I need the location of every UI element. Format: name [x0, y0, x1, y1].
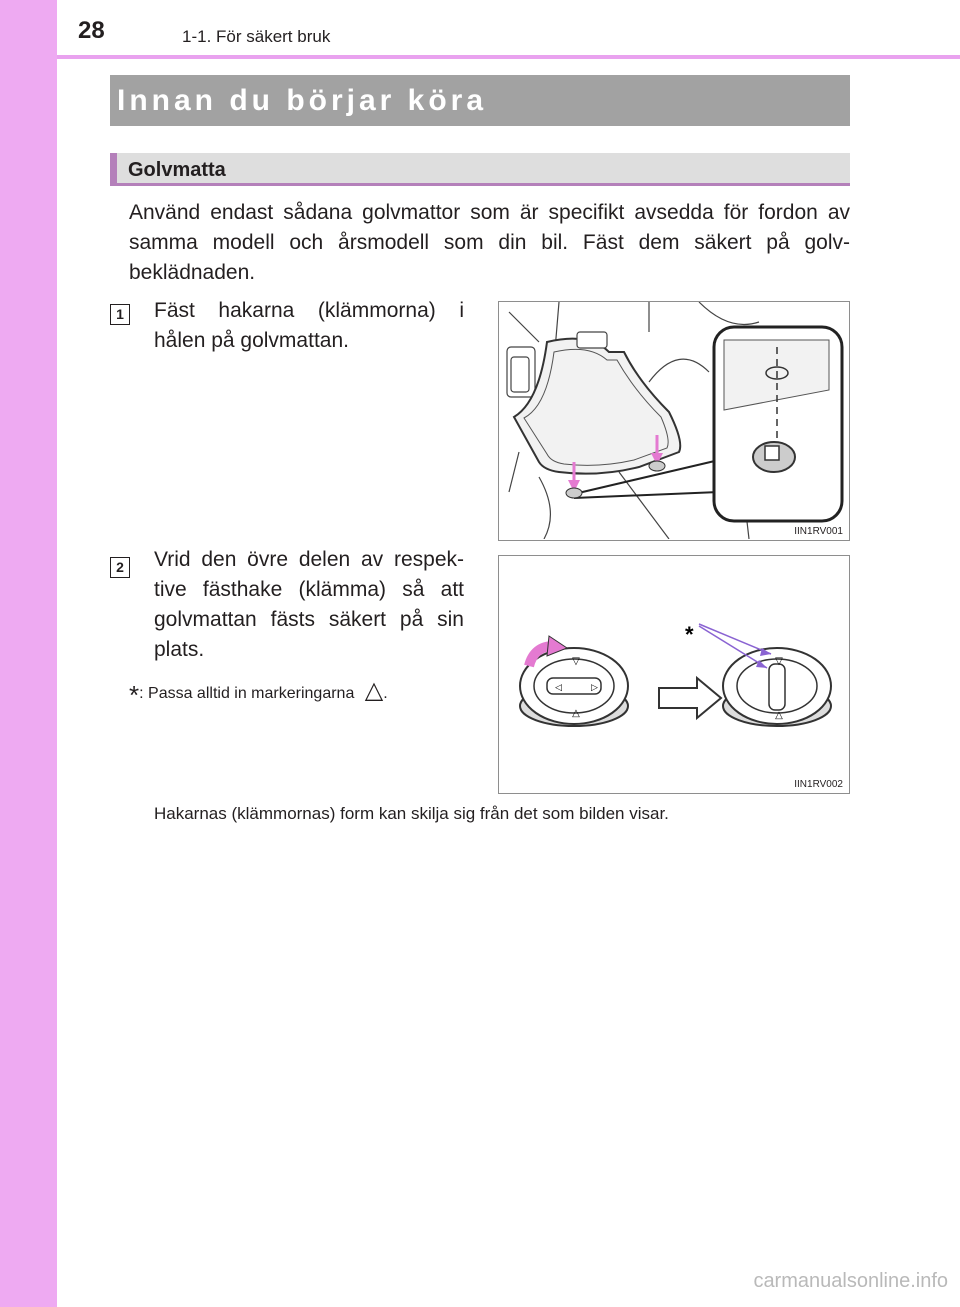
- figure-code: IIN1RV002: [794, 779, 843, 790]
- step-1-badge: 1: [110, 304, 130, 325]
- step-2-text: Vrid den övre delen av respek-tive fästhake (klämma) så att golvmattan fästs säkert på sin plats.: [154, 548, 464, 661]
- note-marker: *: [129, 680, 140, 710]
- svg-text:▷: ▷: [591, 683, 598, 693]
- figure-rotate-hook: [498, 555, 850, 794]
- alignment-note: [129, 676, 388, 711]
- note-end: .: [383, 685, 388, 702]
- note-text: : Passa alltid in markeringarna: [139, 685, 355, 702]
- figure-star-marker: *: [685, 622, 694, 647]
- subsection-title: Golvmatta: [128, 159, 226, 181]
- figure-floor-mat-hooks: [498, 301, 850, 541]
- header-rule: [57, 55, 960, 59]
- svg-text:▽: ▽: [572, 656, 580, 667]
- shape-footnote: Hakarnas (klämmornas) form kan skilja sig från det som bilden visar.: [154, 804, 669, 823]
- rotate-hook-illustration: [499, 556, 848, 792]
- triangle-mark-icon: △: [364, 677, 384, 704]
- watermark: carmanualsonline.info: [753, 1270, 948, 1292]
- side-band: [0, 0, 57, 1307]
- figure-code: IIN1RV001: [794, 526, 843, 537]
- page-number: 28: [78, 17, 105, 44]
- svg-text:◁: ◁: [555, 683, 562, 693]
- clip-after: [723, 648, 831, 726]
- section-title: Innan du börjar köra: [117, 84, 488, 117]
- next-arrow-icon: [659, 678, 721, 718]
- floor-mat-illustration: [499, 302, 848, 539]
- running-title: 1-1. För säkert bruk: [182, 27, 331, 46]
- step-1-text: Fäst hakarna (klämmorna) i hålen på golvmattan.: [154, 299, 464, 352]
- step-2-badge: 2: [110, 557, 130, 578]
- svg-text:△: △: [572, 708, 580, 719]
- intro-paragraph: Använd endast sådana golvmattor som är specifikt avsedda för fordon av samma modell och årsmodell som din bil. Fäst dem säkert på golv-beklädnaden.: [129, 201, 850, 284]
- svg-text:▽: ▽: [775, 656, 783, 667]
- svg-text:△: △: [775, 710, 783, 721]
